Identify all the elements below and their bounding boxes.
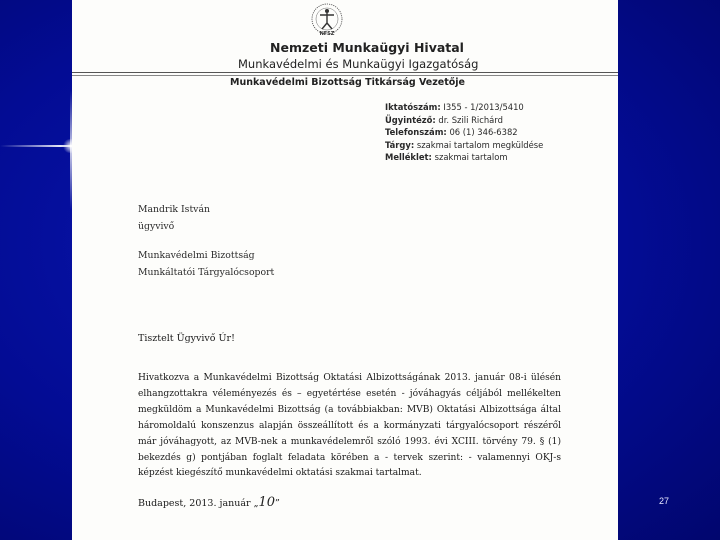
reference-line: Melléklet: szakmai tartalom [385,152,508,163]
handwritten-day: 10 [258,495,276,510]
logo-label: NFSZ [319,31,335,37]
recipient-org-line-2: Munkáltatói Tárgyalócsoport [138,267,275,278]
organization-seal-icon [304,2,350,44]
department-name: Munkavédelmi és Munkaügyi Igazgatóság [238,57,479,71]
recipient-name: Mandrik István [138,204,210,215]
recipient-org-line-1: Munkavédelmi Bizottság [138,250,255,261]
reference-line: Iktatószám: I355 - 1/2013/5410 [385,102,524,112]
organization-name: Nemzeti Munkaügyi Hivatal [270,40,464,55]
letterhead-rule [72,72,618,73]
recipient-role: ügyvivő [138,221,175,232]
reference-block [385,101,615,164]
letter-body: Hivatkozva a Munkavédelmi Bizottság Oktatási Albizottságának 2013. január 08-i ülésén elhangzottakra véleményezés és – egyetértése esetén - jóváhagyás céljából mellékelten megküldöm a Munkavédelmi Bizottság (a továbbiakban: MVB) Oktatási Albizottsága által háromoldalú konszenzus alapján összeállított és a kormányzati tárgyalócsoport részéről már jóváhagyott, az MVB-nek a munkavédelemről szóló 1993. évi XCIII. törvény 79. § (1) bekezdés g) pontjában foglalt feladata körében a - tervek szerint: - valamennyi OKJ-s képzést kiegészítő munkavédelmi oktatási szakmai tartalmat. [138,373,561,479]
letterhead-rule-secondary [72,75,618,76]
salutation: Tisztelt Ügyvivő Úr! [138,333,235,344]
scanned-letter-page [72,0,618,540]
slide-page-number: 27 [658,496,669,506]
reference-line: Ügyintéző: dr. Szili Richárd [385,114,503,125]
reference-line: Tárgy: szakmai tartalom megküldése [385,139,544,150]
place-and-date: Budapest, 2013. január „10” [138,495,280,510]
reference-line: Telefonszám: 06 (1) 346-6382 [385,127,518,138]
sub-department-name: Munkavédelmi Bizottság Titkárság Vezetője [230,77,465,88]
